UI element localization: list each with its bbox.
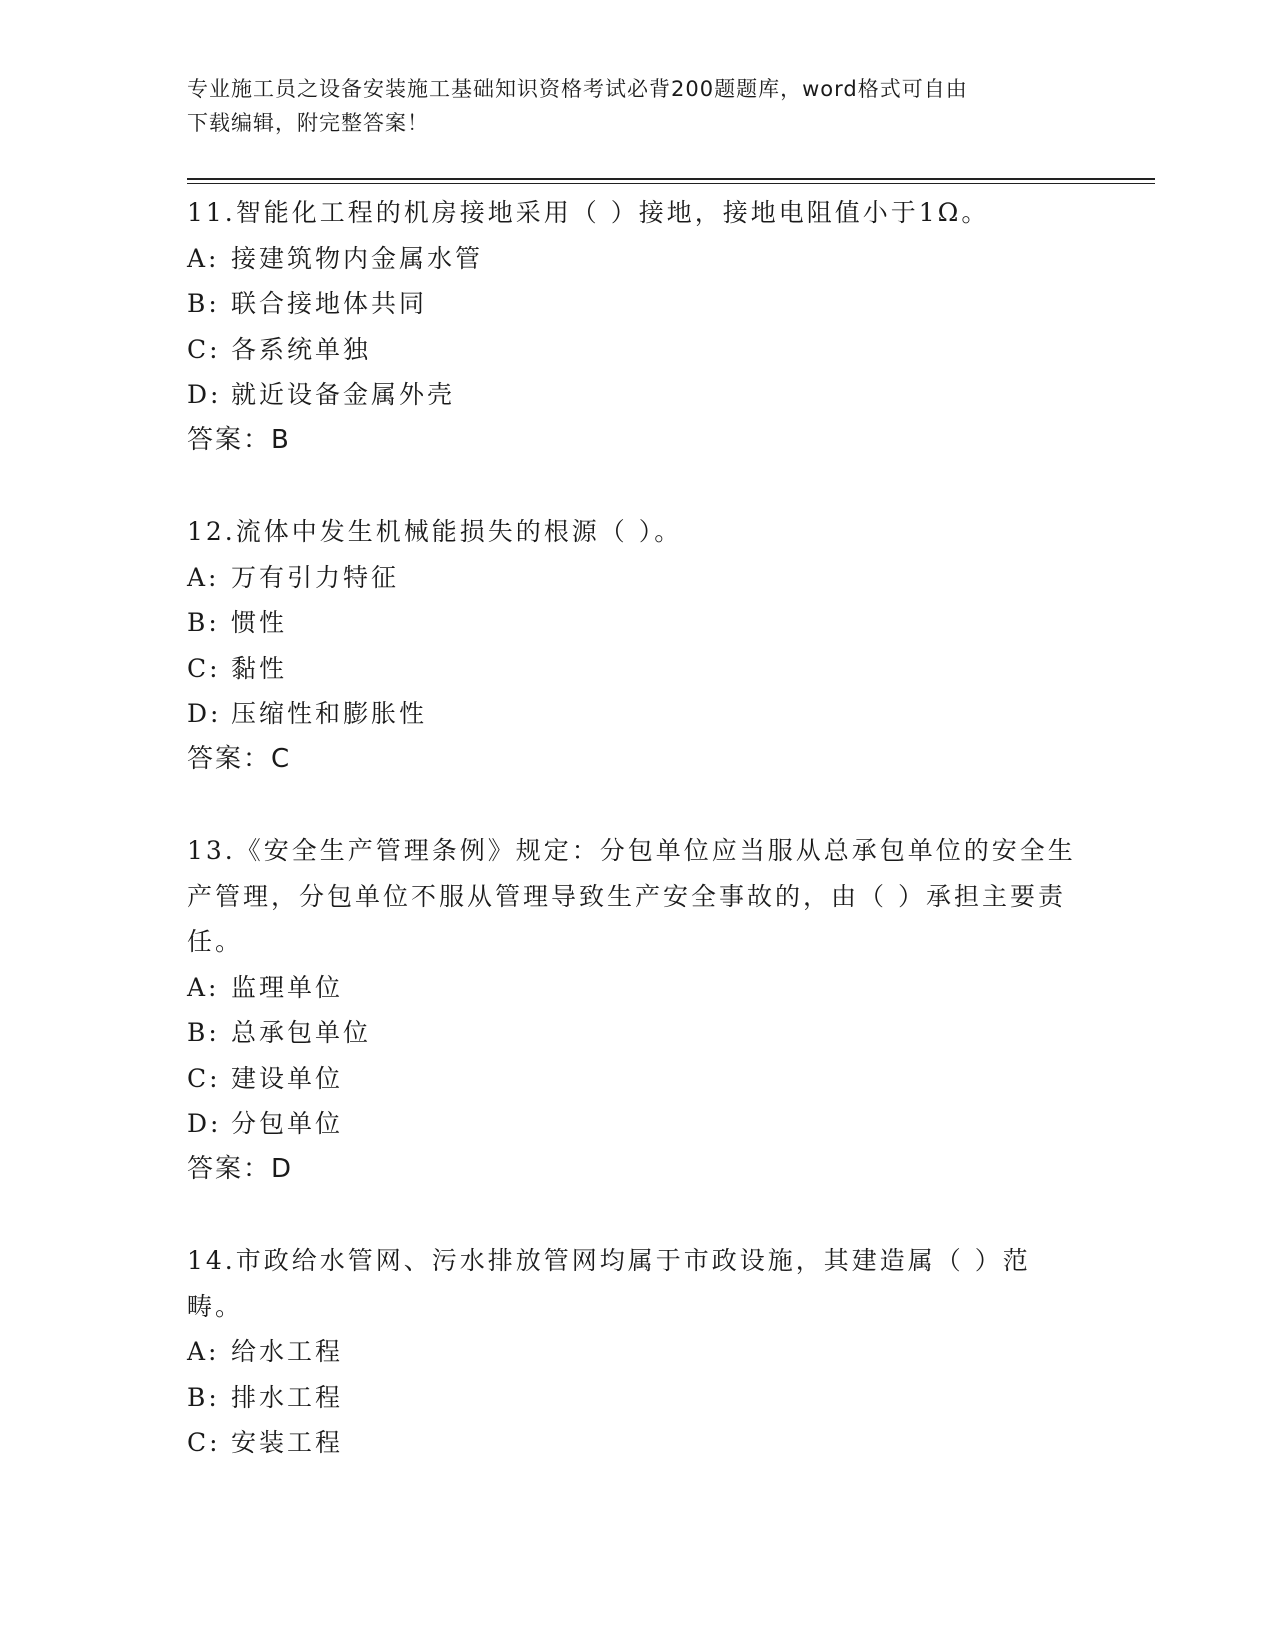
option-letter: A:	[187, 972, 220, 1002]
option-letter: C:	[187, 653, 221, 683]
option-text: 压缩性和膨胀性	[231, 699, 428, 728]
question-stem: 13.《安全生产管理条例》规定：分包单位应当服从总承包单位的安全生产管理，分包单位不服从管理导致生产安全事故的，由（ ）承担主要责任。	[187, 836, 1076, 956]
option-d	[187, 372, 1077, 418]
question-stem: 11.智能化工程的机房接地采用（ ）接地，接地电阻值小于1Ω。	[187, 198, 990, 227]
header-line-2: 下载编辑，附完整答案！	[187, 111, 429, 135]
option-letter: A:	[187, 1337, 220, 1366]
option-c	[187, 1420, 1077, 1466]
option-b	[187, 1375, 1077, 1421]
option-d	[187, 691, 1077, 737]
option-letter: B:	[187, 289, 220, 318]
option-letter: D:	[187, 1109, 222, 1138]
option-letter: C:	[187, 334, 221, 364]
option-a	[187, 236, 1077, 282]
option-a	[187, 965, 1077, 1011]
option-b	[187, 600, 1077, 646]
answer-line: 答案：D	[187, 1153, 294, 1184]
option-text: 各系统单独	[231, 334, 372, 364]
question-list	[187, 190, 1077, 1512]
option-letter: A:	[187, 562, 220, 592]
answer-line: 答案：C	[187, 743, 292, 774]
option-d	[187, 1101, 1077, 1147]
option-text: 建设单位	[231, 1063, 344, 1093]
option-text: 联合接地体共同	[231, 289, 428, 318]
option-letter: B:	[187, 1018, 220, 1047]
option-text: 惯性	[231, 608, 288, 637]
question-stem: 12.流体中发生机械能损失的根源（ ）。	[187, 517, 683, 546]
header-divider-thin	[187, 183, 1155, 184]
option-text: 总承包单位	[231, 1018, 372, 1047]
option-letter: B:	[187, 1382, 220, 1412]
option-a	[187, 555, 1077, 601]
option-a	[187, 1329, 1077, 1375]
option-letter: C:	[187, 1063, 221, 1093]
option-text: 给水工程	[231, 1337, 344, 1366]
document-header	[187, 72, 1067, 140]
question-12	[187, 509, 1077, 782]
question-stem: 14.市政给水管网、污水排放管网均属于市政设施，其建造属（ ）范畴。	[187, 1246, 1031, 1321]
header-divider-thick	[187, 178, 1155, 180]
option-b	[187, 1010, 1077, 1056]
header-line-1: 专业施工员之设备安装施工基础知识资格考试必背200题题库，word格式可自由	[187, 77, 968, 101]
option-text: 黏性	[231, 653, 288, 683]
option-text: 就近设备金属外壳	[231, 380, 456, 409]
option-c	[187, 1056, 1077, 1102]
option-letter: A:	[187, 243, 220, 273]
option-b	[187, 281, 1077, 327]
option-text: 万有引力特征	[231, 562, 400, 592]
option-text: 安装工程	[231, 1428, 344, 1457]
option-c	[187, 646, 1077, 692]
option-c	[187, 327, 1077, 373]
answer-line: 答案：B	[187, 424, 291, 455]
option-text: 排水工程	[231, 1382, 344, 1412]
option-text: 监理单位	[231, 972, 344, 1002]
question-13	[187, 828, 1077, 1192]
option-text: 分包单位	[231, 1109, 344, 1138]
question-14	[187, 1238, 1077, 1466]
option-letter: B:	[187, 608, 220, 637]
question-11	[187, 190, 1077, 463]
option-text: 接建筑物内金属水管	[231, 243, 484, 273]
option-letter: D:	[187, 380, 222, 409]
option-letter: D:	[187, 699, 222, 728]
option-letter: C:	[187, 1428, 221, 1457]
